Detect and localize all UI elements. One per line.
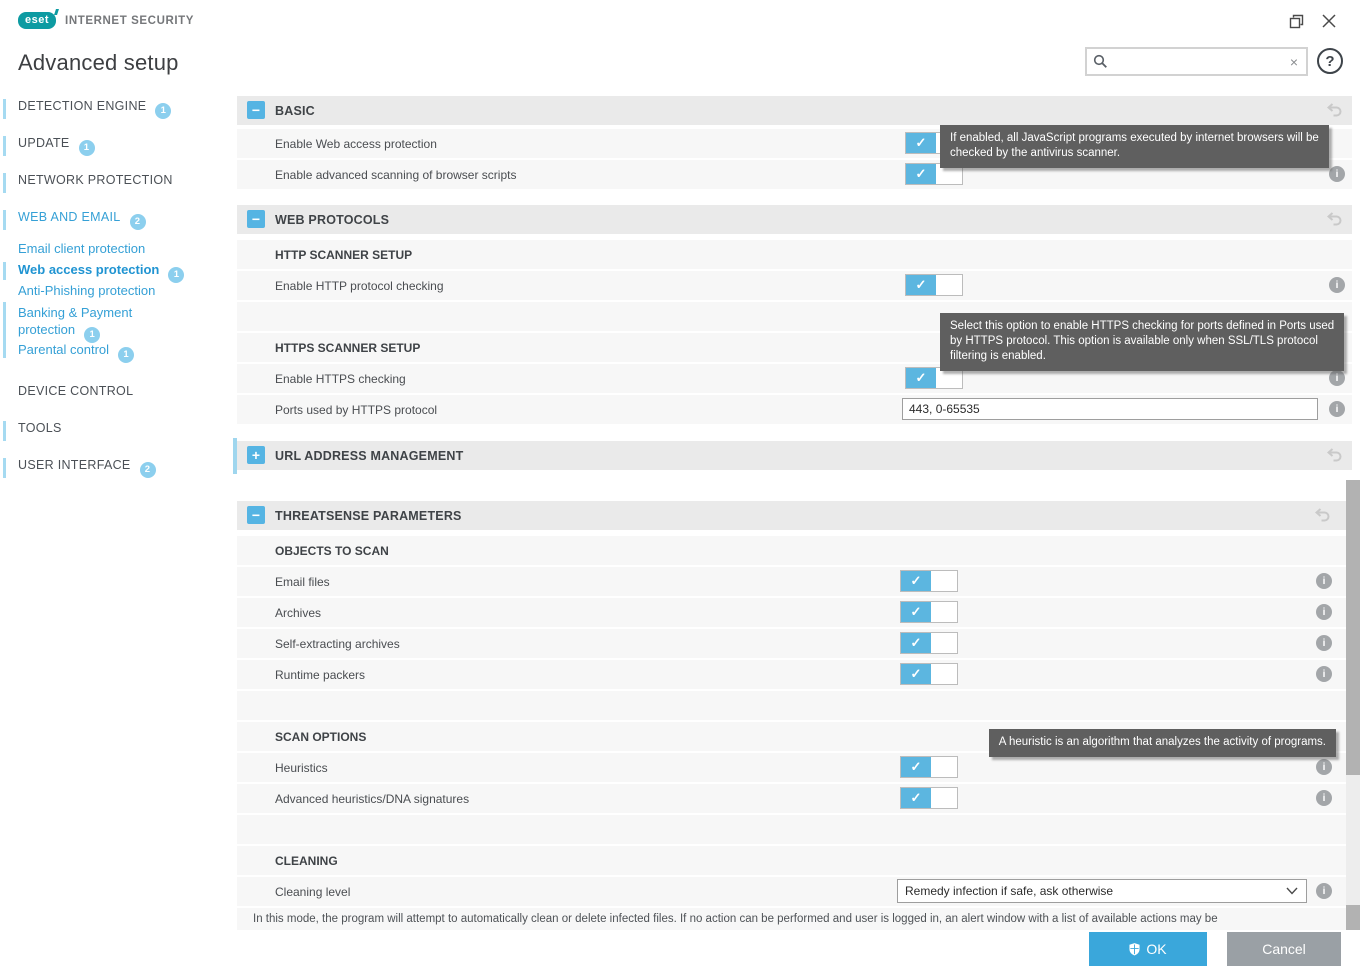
cleaning-level-dropdown[interactable]: Remedy infection if safe, ask otherwise xyxy=(897,879,1307,903)
setting-row-enable-https-checking: Enable HTTPS checking ✓ i xyxy=(237,364,1352,393)
undo-icon[interactable] xyxy=(1327,448,1342,467)
cancel-button[interactable]: Cancel xyxy=(1227,932,1341,966)
subheader-scan-options: SCAN OPTIONS xyxy=(237,722,1352,751)
empty-row xyxy=(237,815,1352,844)
toggle-on[interactable] xyxy=(905,274,963,296)
sidebar-item-network-protection[interactable]: NETWORK PROTECTION xyxy=(18,173,173,187)
check-icon: ✓ xyxy=(901,602,931,622)
settings-panel xyxy=(237,96,1352,937)
check-icon: ✓ xyxy=(901,664,931,684)
toggle-on[interactable] xyxy=(900,570,958,592)
info-icon[interactable]: i xyxy=(1316,635,1332,651)
toggle-on[interactable] xyxy=(900,601,958,623)
scrollbar-thumb[interactable] xyxy=(1346,905,1360,930)
nav-accent-bar xyxy=(3,99,6,119)
setting-row-cleaning-level: Cleaning level Remedy infection if safe, ask otherwise i xyxy=(237,877,1352,906)
sidebar-item-tools[interactable]: TOOLS xyxy=(18,421,62,435)
check-icon: ✓ xyxy=(906,368,936,388)
setting-row-https-ports: Ports used by HTTPS protocol 443, 0-65535 i xyxy=(237,395,1352,424)
collapse-icon[interactable]: − xyxy=(247,506,265,524)
info-icon[interactable]: i xyxy=(1329,277,1345,293)
setting-row-email-files: Email files ✓ i xyxy=(237,567,1352,596)
info-icon[interactable]: i xyxy=(1316,883,1332,899)
ok-button[interactable]: OK xyxy=(1089,932,1207,966)
check-icon: ✓ xyxy=(901,788,931,808)
subheader-cleaning: CLEANING xyxy=(237,846,1352,875)
badge: 1 xyxy=(155,103,171,119)
badge: 2 xyxy=(130,214,146,230)
setting-row-enable-http-checking: Enable HTTP protocol checking ✓ i xyxy=(237,271,1352,300)
section-header-threatsense-parameters: − THREATSENSE PARAMETERS xyxy=(237,501,1352,530)
info-icon[interactable]: i xyxy=(1329,166,1345,182)
help-button[interactable]: ? xyxy=(1317,48,1343,74)
toggle-on[interactable] xyxy=(900,756,958,778)
section-header-web-protocols: − WEB PROTOCOLS xyxy=(237,205,1352,234)
nav-accent-bar xyxy=(3,210,6,230)
setting-row-runtime-packers: Runtime packers ✓ i xyxy=(237,660,1352,689)
setting-row-enable-web-access-protection: Enable Web access protection ✓ xyxy=(237,129,1352,158)
setting-row-advanced-script-scanning: Enable advanced scanning of browser scripts ✓ i xyxy=(237,160,1352,189)
undo-icon[interactable] xyxy=(1327,103,1342,122)
info-icon[interactable]: i xyxy=(1329,401,1345,417)
info-icon[interactable]: i xyxy=(1316,759,1332,775)
sidebar-item-parental-control[interactable]: Parental control 1 xyxy=(18,342,134,363)
expand-icon[interactable]: + xyxy=(247,446,265,464)
nav-accent-bar xyxy=(3,302,6,358)
section-header-basic: − BASIC xyxy=(237,96,1352,125)
search-clear-icon[interactable]: × xyxy=(1289,53,1298,70)
sidebar-item-banking-payment-protection[interactable]: Banking & Payment protection 1 xyxy=(18,304,178,343)
sidebar-item-web-access-protection[interactable]: Web access protection 1 xyxy=(18,262,184,283)
footer-bar xyxy=(0,930,1366,978)
tooltip-heuristics: A heuristic is an algorithm that analyzes the activity of programs. xyxy=(989,729,1336,757)
cleaning-level-description: In this mode, the program will attempt to automatically clean or delete infected files. If no action can be performed and user is logged in, an alert window with a list of available actions may be xyxy=(237,908,1352,937)
info-icon[interactable]: i xyxy=(1316,666,1332,682)
info-icon[interactable]: i xyxy=(1316,573,1332,589)
tooltip-javascript-scanning: If enabled, all JavaScript programs executed by internet browsers will be checked by the antivirus scanner. xyxy=(940,125,1329,168)
restore-window-icon[interactable] xyxy=(1287,12,1305,30)
sidebar-item-device-control[interactable]: DEVICE CONTROL xyxy=(18,384,134,398)
subheader-http-scanner-setup: HTTP SCANNER SETUP xyxy=(237,240,1352,269)
search-icon xyxy=(1093,54,1108,69)
info-icon[interactable]: i xyxy=(1329,370,1345,386)
nav-accent-bar xyxy=(3,136,6,156)
tooltip-https-checking: Select this option to enable HTTPS checking for ports defined in Ports used by HTTPS protocol. This option is available only when SSL/TLS protocol filtering is enabled. xyxy=(940,313,1344,371)
sidebar-item-web-and-email[interactable]: WEB AND EMAIL 2 xyxy=(18,210,146,230)
nav-accent-bar xyxy=(3,458,6,478)
check-icon: ✓ xyxy=(901,633,931,653)
setting-row-advanced-heuristics: Advanced heuristics/DNA signatures ✓ i xyxy=(237,784,1352,813)
sidebar-item-detection-engine[interactable]: DETECTION ENGINE 1 xyxy=(18,99,171,119)
sidebar xyxy=(0,0,232,978)
check-icon: ✓ xyxy=(906,275,936,295)
toggle-on[interactable] xyxy=(900,787,958,809)
sidebar-item-update[interactable]: UPDATE 1 xyxy=(18,136,95,156)
nav-accent-bar xyxy=(3,173,6,193)
nav-accent-bar xyxy=(3,262,6,280)
info-icon[interactable]: i xyxy=(1316,604,1332,620)
setting-row-self-extracting-archives: Self-extracting archives ✓ i xyxy=(237,629,1352,658)
subheader-objects-to-scan: OBJECTS TO SCAN xyxy=(237,536,1352,565)
scrollbar-thumb[interactable] xyxy=(1346,480,1360,775)
section-accent-bar xyxy=(233,438,237,474)
sidebar-item-email-client-protection[interactable]: Email client protection xyxy=(18,241,146,256)
check-icon: ✓ xyxy=(906,133,936,153)
uac-shield-icon xyxy=(1129,943,1140,956)
undo-icon[interactable] xyxy=(1315,508,1330,527)
collapse-icon[interactable]: − xyxy=(247,101,265,119)
check-icon: ✓ xyxy=(906,164,936,184)
badge: 2 xyxy=(140,462,156,478)
setting-row-heuristics: Heuristics ✓ i xyxy=(237,753,1352,782)
check-icon: ✓ xyxy=(901,757,931,777)
setting-row-archives: Archives ✓ i xyxy=(237,598,1352,627)
sidebar-item-user-interface[interactable]: USER INTERFACE 2 xyxy=(18,458,156,478)
search-box[interactable] xyxy=(1085,47,1308,76)
nav-accent-bar xyxy=(3,421,6,441)
scrollbar-track[interactable] xyxy=(1346,480,1360,930)
https-ports-input[interactable] xyxy=(902,398,1318,420)
badge: 1 xyxy=(79,140,95,156)
empty-row xyxy=(237,691,1352,720)
section-header-url-address-management: + URL ADDRESS MANAGEMENT xyxy=(237,441,1352,470)
product-name: INTERNET SECURITY xyxy=(65,14,195,27)
badge: 1 xyxy=(118,347,134,363)
close-window-icon[interactable] xyxy=(1320,12,1338,30)
collapse-icon[interactable]: − xyxy=(247,210,265,228)
eset-logo: eset xyxy=(18,12,56,29)
undo-icon[interactable] xyxy=(1327,212,1342,231)
info-icon[interactable]: i xyxy=(1316,790,1332,806)
chevron-down-icon xyxy=(1286,887,1298,895)
toggle-on[interactable] xyxy=(900,632,958,654)
search-input[interactable] xyxy=(1112,53,1282,70)
toggle-on[interactable] xyxy=(900,663,958,685)
badge: 1 xyxy=(168,267,184,283)
check-icon: ✓ xyxy=(901,571,931,591)
sidebar-item-anti-phishing-protection[interactable]: Anti-Phishing protection xyxy=(18,283,156,298)
subheader-https-scanner-setup: HTTPS SCANNER SETUP xyxy=(237,333,1352,362)
page-title: Advanced setup xyxy=(18,50,179,75)
badge: 1 xyxy=(84,327,100,343)
